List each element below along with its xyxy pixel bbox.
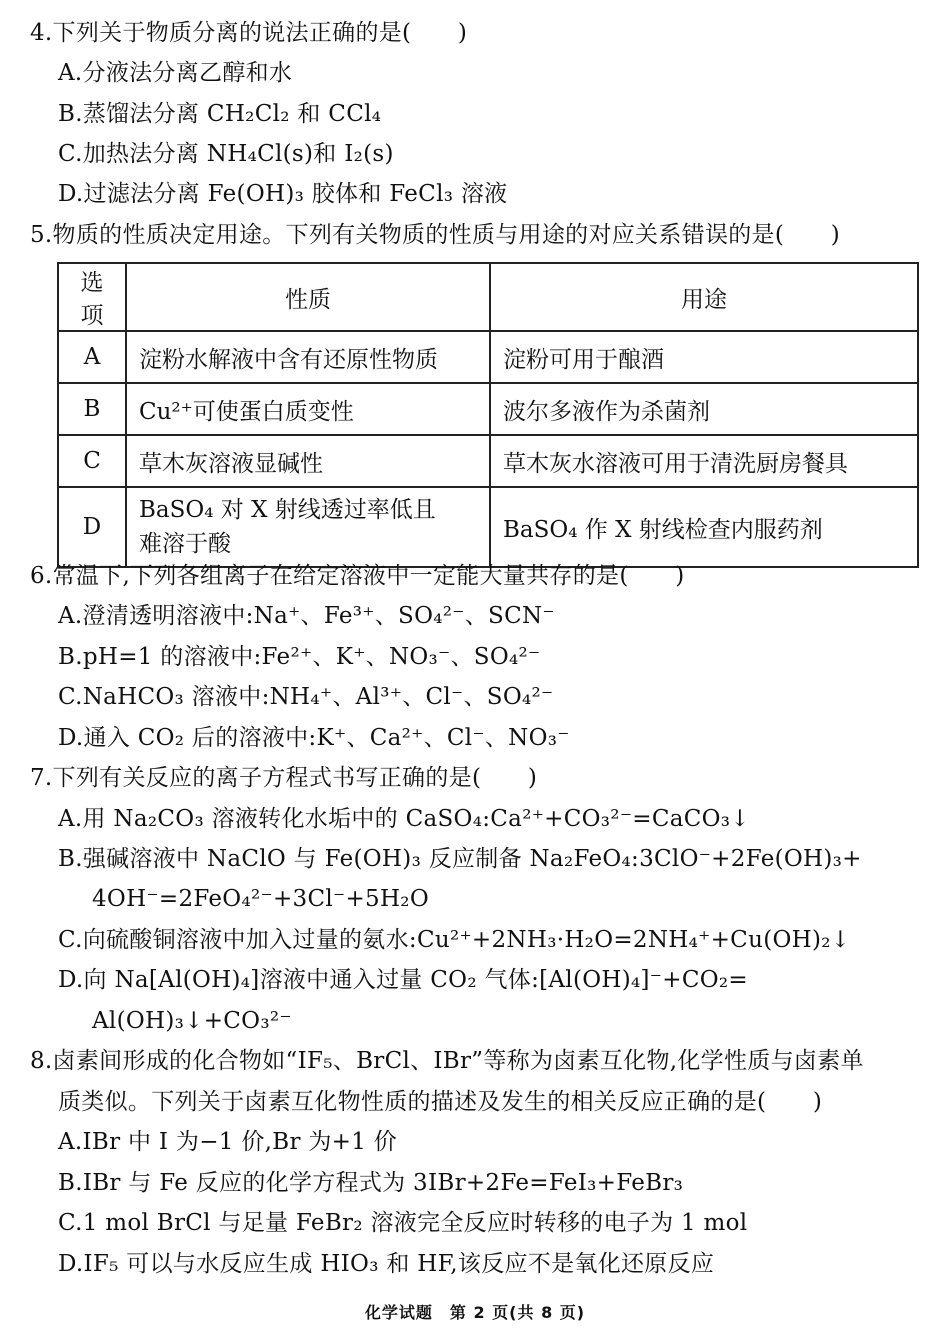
q5-table bbox=[57, 262, 919, 568]
q8-stem-line1: 8.卤素间形成的化合物如“IF₅、BrCl、IBr”等称为卤素互化物,化学性质与卤素单 bbox=[30, 1048, 864, 1074]
q7-option-d-line2: Al(OH)₃↓+CO₃²⁻ bbox=[92, 1008, 292, 1034]
q5-stem: 5.物质的性质决定用途。下列有关物质的性质与用途的对应关系错误的是( ) bbox=[30, 222, 840, 248]
page-footer: 化学试题 第 2 页(共 8 页) bbox=[364, 1303, 586, 1322]
table-row bbox=[58, 435, 918, 487]
q8-stem-line2: 质类似。下列关于卤素互化物性质的描述及发生的相关反应正确的是( ) bbox=[58, 1089, 823, 1115]
row-option: B bbox=[58, 383, 126, 435]
q6-option-b: B.pH=1 的溶液中:Fe²⁺、K⁺、NO₃⁻、SO₄²⁻ bbox=[58, 644, 541, 670]
q7-option-b-line2: 4OH⁻=2FeO₄²⁻+3Cl⁻+5H₂O bbox=[92, 886, 429, 912]
q7-option-c: C.向硫酸铜溶液中加入过量的氨水:Cu²⁺+2NH₃·H₂O=2NH₄⁺+Cu(OH)₂↓ bbox=[58, 927, 851, 953]
q6-option-c: C.NaHCO₃ 溶液中:NH₄⁺、Al³⁺、Cl⁻、SO₄²⁻ bbox=[58, 684, 554, 710]
q7-option-b-line1: B.强碱溶液中 NaClO 与 Fe(OH)₃ 反应制备 Na₂FeO₄:3ClO⁻+2Fe(OH)₃+ bbox=[58, 846, 862, 872]
table-row bbox=[58, 383, 918, 435]
table-header-row bbox=[58, 263, 918, 331]
header-use: 用途 bbox=[490, 263, 918, 331]
q6-option-d: D.通入 CO₂ 后的溶液中:K⁺、Ca²⁺、Cl⁻、NO₃⁻ bbox=[58, 725, 570, 751]
row-use: 草木灰水溶液可用于清洗厨房餐具 bbox=[490, 435, 918, 487]
q8-option-d: D.IF₅ 可以与水反应生成 HIO₃ 和 HF,该反应不是氧化还原反应 bbox=[58, 1251, 715, 1277]
row-property: Cu²⁺可使蛋白质变性 bbox=[126, 383, 490, 435]
q7-option-d-line1: D.向 Na[Al(OH)₄]溶液中通入过量 CO₂ 气体:[Al(OH)₄]⁻+CO₂= bbox=[58, 967, 748, 993]
q7-option-a: A.用 Na₂CO₃ 溶液转化水垢中的 CaSO₄:Ca²⁺+CO₃²⁻=CaCO₃↓ bbox=[58, 806, 750, 832]
q4-option-d: D.过滤法分离 Fe(OH)₃ 胶体和 FeCl₃ 溶液 bbox=[58, 181, 508, 207]
q8-option-a: A.IBr 中 I 为−1 价,Br 为+1 价 bbox=[58, 1129, 398, 1155]
row-property: 草木灰溶液显碱性 bbox=[126, 435, 490, 487]
row-option: A bbox=[58, 331, 126, 383]
row-property-line2: 难溶于酸 bbox=[139, 531, 231, 557]
row-use: BaSO₄ 作 X 射线检查内服药剂 bbox=[490, 487, 918, 567]
q6-option-a: A.澄清透明溶液中:Na⁺、Fe³⁺、SO₄²⁻、SCN⁻ bbox=[58, 603, 555, 629]
row-use: 淀粉可用于酿酒 bbox=[490, 331, 918, 383]
row-option: C bbox=[58, 435, 126, 487]
q8-option-c: C.1 mol BrCl 与足量 FeBr₂ 溶液完全反应时转移的电子为 1 mol bbox=[58, 1210, 748, 1236]
q6-stem: 6.常温下,下列各组离子在给定溶液中一定能大量共存的是( ) bbox=[30, 563, 685, 589]
q4-option-a: A.分液法分离乙醇和水 bbox=[58, 60, 293, 86]
table-row bbox=[58, 487, 918, 567]
table-row bbox=[58, 331, 918, 383]
q7-stem: 7.下列有关反应的离子方程式书写正确的是( ) bbox=[30, 765, 538, 791]
row-option: D bbox=[58, 487, 126, 567]
row-property bbox=[126, 487, 490, 567]
q4-option-c: C.加热法分离 NH₄Cl(s)和 I₂(s) bbox=[58, 141, 394, 167]
row-property-line1: BaSO₄ 对 X 射线透过率低且 bbox=[139, 497, 436, 523]
row-property: 淀粉水解液中含有还原性物质 bbox=[126, 331, 490, 383]
header-option: 选项 bbox=[58, 263, 126, 331]
row-use: 波尔多液作为杀菌剂 bbox=[490, 383, 918, 435]
q4-option-b: B.蒸馏法分离 CH₂Cl₂ 和 CCl₄ bbox=[58, 101, 382, 127]
header-property: 性质 bbox=[126, 263, 490, 331]
q8-option-b: B.IBr 与 Fe 反应的化学方程式为 3IBr+2Fe=FeI₃+FeBr₃ bbox=[58, 1170, 684, 1196]
q4-stem: 4.下列关于物质分离的说法正确的是( ) bbox=[30, 20, 468, 46]
